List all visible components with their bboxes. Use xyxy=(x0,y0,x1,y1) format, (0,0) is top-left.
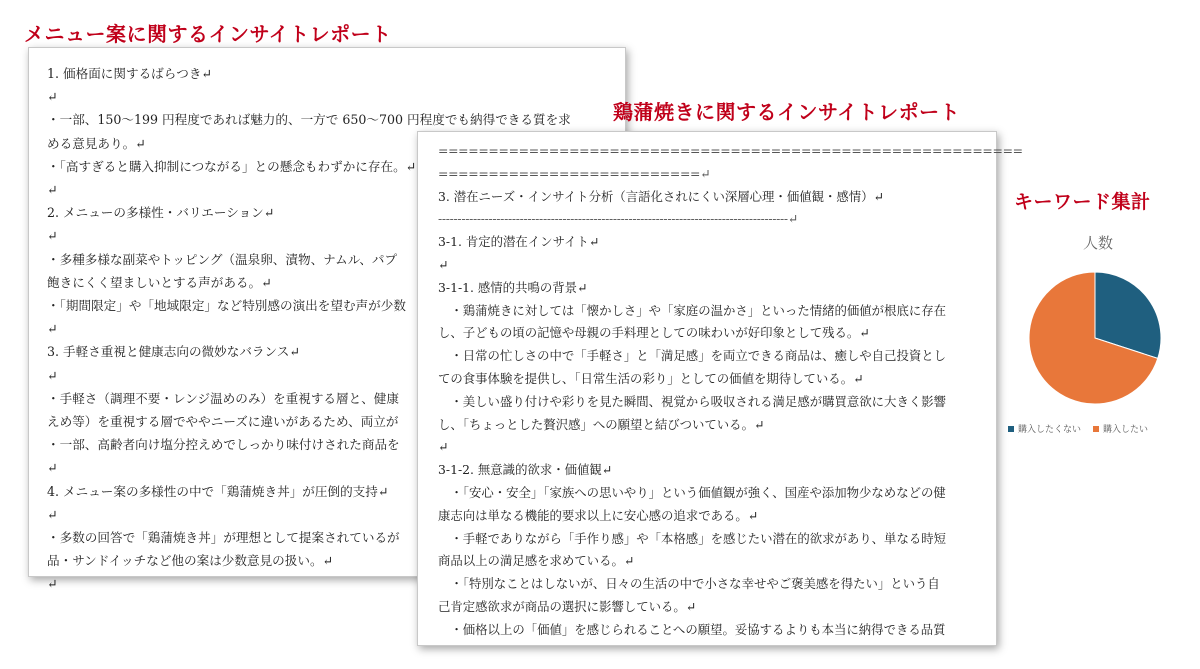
document-line: 3-1. 肯定的潜在インサイト↵ xyxy=(438,234,600,250)
legend-item xyxy=(1093,422,1148,435)
document-line: ・手軽でありながら「手作り感」や「本格感」を感じたい潜在的欲求があり、単なる時短 xyxy=(438,530,947,546)
document-line: ・「期間限定」や「地域限定」など特別感の演出を望む声が少数 xyxy=(47,298,406,314)
document-line: 商品以上の満足感を求めている。↵ xyxy=(438,553,635,569)
yakitori-insight-document xyxy=(417,131,1023,646)
document-line: ↵ xyxy=(47,506,58,522)
document-line: ・「高すぎると購入抑制につながる」との懸念もわずかに存在。↵ xyxy=(47,158,417,174)
document-line: ての食事体験を提供し、「日常生活の彩り」としての価値を期待している。↵ xyxy=(438,370,864,386)
document-line: ・日常の忙しさの中で「手軽さ」と「満足感」を両立できる商品は、癒しや自己投資とし xyxy=(438,348,947,364)
document-line: えめ等）を重視する層でややニーズに違いがあるため、両立が xyxy=(47,414,399,430)
document-line: ・一部、150～199 円程度であれば魅力的、一方で 650～700 円程度でも納得できる質を求 xyxy=(47,112,571,128)
chart-title: 人数 xyxy=(1082,234,1113,252)
document-line: ↵ xyxy=(47,576,58,592)
document-line: ↵ xyxy=(47,228,58,244)
document-line: 1. 価格面に関するばらつき↵ xyxy=(47,66,212,81)
document-line: 3-1-1. 感情的共鳴の背景↵ xyxy=(438,279,588,295)
legend-swatch xyxy=(1093,426,1099,432)
document-line: める意見あり。↵ xyxy=(47,135,146,151)
legend-swatch xyxy=(1008,426,1014,432)
document-line: し、子どもの頃の記憶や母親の手料理としての味わいが好印象として残る。↵ xyxy=(438,325,870,341)
keyword-pie-chart xyxy=(1008,220,1188,450)
document-line: 3. 手軽さ重視と健康志向の微妙なバランス↵ xyxy=(47,344,300,360)
menu-report-title: メニュー案に関するインサイトレポート xyxy=(24,22,392,46)
document-line: ・手軽さ（調理不要・レンジ温めのみ）を重視する層と、健康 xyxy=(47,390,399,406)
document-line: ↵ xyxy=(47,321,58,337)
document-line: 康志向は単なる機能的要求以上に安心感の追求である。↵ xyxy=(438,507,759,523)
document-line: ・価格以上の「価値」を感じられることへの願望。妥協するよりも本当に納得できる品質 xyxy=(438,621,946,637)
document-line: ・「安心・安全」「家族への思いやり」という価値観が強く、国産や添加物少なめなどの健 xyxy=(438,484,946,500)
document-line: 品・サンドイッチなど他の案は少数意見の扱い。↵ xyxy=(47,553,334,569)
yakitori-report-title: 鶏蒲焼きに関するインサイトレポート xyxy=(613,100,961,124)
document-line: 3. 潜在ニーズ・インサイト分析（言語化されにくい深層心理・価値観・感情）↵ xyxy=(438,188,884,204)
chart-legend xyxy=(1008,422,1188,435)
document-line: ↵ xyxy=(438,439,449,455)
document-line: ↵ xyxy=(438,256,449,272)
document-line: ・一部、高齢者向け塩分控えめでしっかり味付けされた商品を xyxy=(47,437,400,453)
document-line: ↵ xyxy=(47,367,58,383)
document-line: ・多種多様な副菜やトッピング（温泉卵、漬物、ナムル、パプ xyxy=(47,251,398,267)
document-line: ・多数の回答で「鶏蒲焼き丼」が理想として提案されているが xyxy=(47,530,400,546)
document-line: 4. メニュー案の多様性の中で「鶏蒲焼き丼」が圧倒的支持↵ xyxy=(47,483,389,499)
legend-label: 購入したくない xyxy=(1018,425,1082,435)
document-line: ・鶏蒲焼きに対しては「懐かしさ」や「家庭の温かさ」といった情緒的価値が根底に存在 xyxy=(438,302,947,318)
document-line: ========================================================== xyxy=(438,143,1023,158)
keyword-summary-title: キーワード集計 xyxy=(1014,191,1151,213)
document-line: ・「特別なことはしないが、日々の生活の中で小さな幸せやご褒美感を得たい」という自 xyxy=(438,576,940,592)
document-line: ・美しい盛り付けや彩りを見た瞬間、視覚から吸収される満足感が購買意欲に大きく影響 xyxy=(438,393,947,409)
document-line: ↵ xyxy=(47,182,58,198)
document-line: ------------------------------------------------------------------------------------------↵ xyxy=(438,211,798,227)
document-line: ↵ xyxy=(47,89,58,105)
document-body xyxy=(438,140,1023,642)
document-line: ↵ xyxy=(47,460,58,476)
document-line: 2. メニューの多様性・バリエーション↵ xyxy=(47,205,275,221)
document-line: 己肯定感欲求が商品の選択に影響している。↵ xyxy=(438,598,697,614)
document-line: ==========================↵ xyxy=(438,165,711,181)
legend-label: 購入したい xyxy=(1103,425,1149,435)
document-line: 3-1-2. 無意識的欲求・価値観↵ xyxy=(438,462,613,478)
pie-chart-svg xyxy=(1008,260,1188,410)
document-line: 飽きにくく望ましいとする声がある。↵ xyxy=(47,274,272,290)
legend-item xyxy=(1008,422,1081,435)
document-line: し、「ちょっとした贅沢感」への願望と結びついている。↵ xyxy=(438,416,765,432)
